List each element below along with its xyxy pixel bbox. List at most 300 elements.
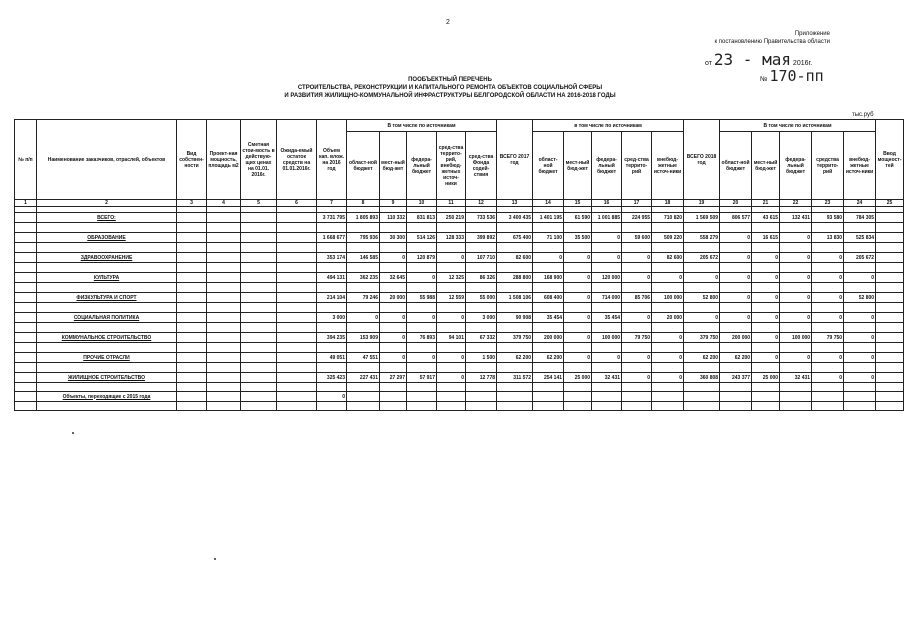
empty-cell — [844, 323, 876, 333]
empty-cell — [380, 303, 407, 313]
empty-cell — [780, 243, 812, 253]
value-cell: 107 710 — [466, 253, 497, 263]
column-number: 16 — [592, 200, 622, 207]
value-cell: 0 — [437, 313, 466, 323]
value-cell — [622, 392, 652, 402]
title-line-2: СТРОИТЕЛЬСТВА, РЕКОНСТРУКЦИИ И КАПИТАЛЬНОГО РЕМОНТА ОБЪЕКТОВ СОЦИАЛЬНОЙ СФЕРЫ — [297, 85, 603, 91]
empty-cell — [844, 243, 876, 253]
empty-cell — [207, 273, 241, 283]
empty-cell — [437, 223, 466, 233]
empty-cell — [466, 343, 497, 353]
row-number-cell — [15, 253, 37, 263]
value-cell: 55 000 — [466, 293, 497, 303]
value-cell — [876, 353, 904, 363]
empty-cell — [317, 263, 347, 273]
header-volume-2016: Объем кап. влож. на 2016 год — [317, 120, 347, 200]
empty-cell — [277, 392, 317, 402]
empty-cell — [752, 343, 780, 353]
empty-cell — [622, 303, 652, 313]
value-cell: 13 830 — [812, 233, 844, 243]
value-cell: 0 — [720, 313, 752, 323]
row-label: СОЦИАЛЬНАЯ ПОЛИТИКА — [37, 313, 177, 323]
value-cell: 394 235 — [317, 333, 347, 343]
value-cell: 0 — [752, 333, 780, 343]
value-cell: 0 — [437, 373, 466, 383]
row-label: КУЛЬТУРА — [37, 273, 177, 283]
empty-cell — [652, 323, 684, 333]
value-cell: 0 — [812, 353, 844, 363]
value-cell: 132 431 — [780, 213, 812, 223]
empty-cell — [564, 402, 592, 411]
value-cell: 0 — [380, 313, 407, 323]
value-cell: 0 — [380, 253, 407, 263]
value-cell: 379 750 — [497, 333, 533, 343]
empty-cell — [177, 313, 207, 323]
value-cell: 795 936 — [347, 233, 380, 243]
value-cell: 710 820 — [652, 213, 684, 223]
empty-cell — [347, 303, 380, 313]
empty-cell — [812, 243, 844, 253]
empty-cell — [347, 363, 380, 373]
empty-cell — [876, 343, 904, 353]
column-number: 20 — [720, 200, 752, 207]
row-label: Объекты, переходящие с 2015 года — [37, 392, 177, 402]
empty-cell — [241, 213, 277, 223]
empty-cell — [207, 323, 241, 333]
value-cell: 100 000 — [652, 293, 684, 303]
value-cell: 0 — [592, 233, 622, 243]
value-cell — [876, 213, 904, 223]
empty-cell — [720, 303, 752, 313]
table-row — [15, 213, 904, 223]
empty-cell — [466, 243, 497, 253]
value-cell: 227 431 — [347, 373, 380, 383]
value-cell: 0 — [844, 333, 876, 343]
empty-cell — [780, 223, 812, 233]
value-cell: 35 454 — [533, 313, 564, 323]
empty-cell — [241, 373, 277, 383]
empty-cell — [207, 402, 241, 411]
empty-cell — [592, 323, 622, 333]
value-cell: 0 — [652, 333, 684, 343]
empty-cell — [277, 323, 317, 333]
empty-cell — [752, 263, 780, 273]
empty-cell — [241, 333, 277, 343]
value-cell: 243 377 — [720, 373, 752, 383]
empty-cell — [380, 343, 407, 353]
value-cell — [497, 392, 533, 402]
value-cell: 12 559 — [437, 293, 466, 303]
value-cell: 0 — [720, 233, 752, 243]
empty-cell — [177, 303, 207, 313]
value-cell — [407, 392, 437, 402]
empty-cell — [564, 323, 592, 333]
value-cell: 0 — [812, 253, 844, 263]
value-cell: 3 731 795 — [317, 213, 347, 223]
empty-cell — [564, 263, 592, 273]
empty-cell — [622, 343, 652, 353]
empty-cell — [780, 343, 812, 353]
empty-cell — [207, 343, 241, 353]
empty-cell — [317, 243, 347, 253]
empty-cell — [37, 223, 177, 233]
empty-cell — [177, 243, 207, 253]
empty-cell — [207, 363, 241, 373]
empty-cell — [564, 283, 592, 293]
empty-cell — [347, 283, 380, 293]
empty-cell — [564, 223, 592, 233]
row-number-cell — [15, 213, 37, 223]
empty-cell — [592, 223, 622, 233]
value-cell: 0 — [684, 273, 720, 283]
empty-cell — [407, 383, 437, 392]
spacer-row — [15, 323, 904, 333]
empty-cell — [380, 402, 407, 411]
empty-cell — [177, 402, 207, 411]
empty-cell — [437, 402, 466, 411]
value-cell — [684, 392, 720, 402]
empty-cell — [564, 343, 592, 353]
value-cell: 52 800 — [684, 293, 720, 303]
date-prefix: от — [705, 60, 712, 67]
column-number: 9 — [380, 200, 407, 207]
empty-cell — [844, 383, 876, 392]
document-title — [240, 76, 660, 100]
value-cell: 0 — [380, 333, 407, 343]
empty-cell — [466, 383, 497, 392]
value-cell — [752, 392, 780, 402]
row-number-cell — [15, 313, 37, 323]
value-cell: 86 326 — [466, 273, 497, 283]
value-cell: 1 500 — [466, 353, 497, 363]
value-cell: 0 — [780, 273, 812, 283]
value-cell: 146 585 — [347, 253, 380, 263]
empty-cell — [380, 383, 407, 392]
value-cell: 311 572 — [497, 373, 533, 383]
empty-cell — [592, 283, 622, 293]
header-sub-2018: средства террито-рий — [812, 132, 844, 200]
objects-table — [14, 119, 904, 411]
empty-cell — [844, 303, 876, 313]
row-number-cell — [15, 353, 37, 363]
empty-cell — [876, 383, 904, 392]
empty-cell — [207, 263, 241, 273]
value-cell — [592, 392, 622, 402]
empty-cell — [15, 383, 37, 392]
header-commissioning: Ввод мощност-тей — [876, 120, 904, 200]
empty-cell — [622, 383, 652, 392]
empty-cell — [497, 343, 533, 353]
value-cell: 558 279 — [684, 233, 720, 243]
empty-cell — [592, 243, 622, 253]
empty-cell — [15, 303, 37, 313]
row-number-cell — [15, 233, 37, 243]
value-cell — [876, 233, 904, 243]
empty-cell — [207, 333, 241, 343]
empty-cell — [207, 373, 241, 383]
value-cell: 12 778 — [466, 373, 497, 383]
empty-cell — [37, 243, 177, 253]
value-cell: 288 800 — [497, 273, 533, 283]
empty-cell — [876, 402, 904, 411]
value-cell — [437, 392, 466, 402]
value-cell: 608 400 — [533, 293, 564, 303]
value-cell: 82 600 — [652, 253, 684, 263]
value-cell: 76 893 — [407, 333, 437, 343]
empty-cell — [277, 303, 317, 313]
empty-cell — [812, 402, 844, 411]
column-number: 22 — [780, 200, 812, 207]
empty-cell — [497, 383, 533, 392]
table-row — [15, 253, 904, 263]
column-number: 23 — [812, 200, 844, 207]
value-cell: 79 750 — [812, 333, 844, 343]
column-number: 12 — [466, 200, 497, 207]
column-number: 7 — [317, 200, 347, 207]
empty-cell — [780, 303, 812, 313]
column-number: 11 — [437, 200, 466, 207]
empty-cell — [277, 343, 317, 353]
empty-cell — [241, 392, 277, 402]
value-cell: 62 200 — [497, 353, 533, 363]
empty-cell — [317, 383, 347, 392]
empty-cell — [277, 363, 317, 373]
value-cell: 0 — [652, 273, 684, 283]
value-cell: 1 668 677 — [317, 233, 347, 243]
value-cell: 3 000 — [317, 313, 347, 323]
column-number: 5 — [241, 200, 277, 207]
empty-cell — [622, 263, 652, 273]
value-cell: 0 — [533, 253, 564, 263]
empty-cell — [241, 223, 277, 233]
empty-cell — [437, 363, 466, 373]
empty-cell — [241, 353, 277, 363]
empty-cell — [720, 363, 752, 373]
empty-cell — [533, 343, 564, 353]
empty-cell — [277, 283, 317, 293]
value-cell: 0 — [812, 373, 844, 383]
empty-cell — [592, 363, 622, 373]
empty-cell — [407, 263, 437, 273]
empty-cell — [812, 343, 844, 353]
empty-cell — [15, 263, 37, 273]
spacer-row — [15, 363, 904, 373]
empty-cell — [241, 303, 277, 313]
value-cell: 514 126 — [407, 233, 437, 243]
empty-cell — [752, 243, 780, 253]
value-cell: 0 — [684, 313, 720, 323]
value-cell: 1 401 195 — [533, 213, 564, 223]
empty-cell — [37, 283, 177, 293]
table-row — [15, 392, 904, 402]
value-cell — [533, 392, 564, 402]
table-row — [15, 313, 904, 323]
empty-cell — [752, 303, 780, 313]
empty-cell — [15, 223, 37, 233]
value-cell: 120 879 — [407, 253, 437, 263]
empty-cell — [207, 223, 241, 233]
empty-cell — [844, 223, 876, 233]
value-cell: 30 300 — [380, 233, 407, 243]
empty-cell — [207, 283, 241, 293]
empty-cell — [277, 233, 317, 243]
empty-cell — [177, 363, 207, 373]
value-cell: 0 — [844, 353, 876, 363]
empty-cell — [684, 383, 720, 392]
empty-cell — [317, 303, 347, 313]
empty-cell — [780, 383, 812, 392]
empty-cell — [437, 283, 466, 293]
row-label: ЖИЛИЩНОЕ СТРОИТЕЛЬСТВО — [37, 373, 177, 383]
empty-cell — [466, 402, 497, 411]
header-sub-2018: област-ной бюджет — [720, 132, 752, 200]
empty-cell — [684, 243, 720, 253]
empty-cell — [177, 263, 207, 273]
header-sub-2017: внебюд-жетные источ-ники — [652, 132, 684, 200]
empty-cell — [720, 243, 752, 253]
empty-cell — [812, 383, 844, 392]
empty-cell — [564, 363, 592, 373]
empty-cell — [277, 333, 317, 343]
empty-cell — [207, 303, 241, 313]
value-cell: 1 508 106 — [497, 293, 533, 303]
empty-cell — [15, 343, 37, 353]
column-number: 18 — [652, 200, 684, 207]
value-cell: 784 305 — [844, 213, 876, 223]
spacer-row — [15, 303, 904, 313]
empty-cell — [844, 263, 876, 273]
value-cell: 57 917 — [407, 373, 437, 383]
empty-cell — [592, 263, 622, 273]
title-line-3: И РАЗВИТИЯ ЖИЛИЩНО-КОММУНАЛЬНОЙ ИНФРАСТРУКТУРЫ БЕЛГОРОДСКОЙ ОБЛАСТИ НА 2016-2018 ГОДЫ — [284, 93, 616, 99]
header-sub-2016: сред-ства террито-рий, внебюд-жетных источ-ники — [437, 132, 466, 200]
empty-cell — [277, 263, 317, 273]
value-cell: 49 051 — [317, 353, 347, 363]
empty-cell — [207, 243, 241, 253]
value-cell: 32 645 — [380, 273, 407, 283]
value-cell: 494 131 — [317, 273, 347, 283]
header-sub-2017: сред-ства террито-рий — [622, 132, 652, 200]
spacer-row — [15, 383, 904, 392]
empty-cell — [564, 303, 592, 313]
empty-cell — [277, 253, 317, 263]
row-label: ВСЕГО: — [37, 213, 177, 223]
empty-cell — [652, 363, 684, 373]
empty-cell — [177, 353, 207, 363]
empty-cell — [407, 343, 437, 353]
value-cell: 79 750 — [622, 333, 652, 343]
empty-cell — [241, 402, 277, 411]
value-cell: 61 590 — [564, 213, 592, 223]
table-row — [15, 293, 904, 303]
empty-cell — [533, 363, 564, 373]
empty-cell — [497, 223, 533, 233]
header-type: Вид собствен-ности — [177, 120, 207, 200]
row-label: ЗДРАВООХРАНЕНИЕ — [37, 253, 177, 263]
empty-cell — [347, 402, 380, 411]
value-cell: 55 988 — [407, 293, 437, 303]
empty-cell — [752, 323, 780, 333]
empty-cell — [317, 343, 347, 353]
empty-cell — [37, 343, 177, 353]
value-cell: 90 908 — [497, 313, 533, 323]
empty-cell — [684, 363, 720, 373]
empty-cell — [177, 343, 207, 353]
empty-cell — [317, 283, 347, 293]
empty-cell — [876, 363, 904, 373]
value-cell: 0 — [780, 233, 812, 243]
column-number: 24 — [844, 200, 876, 207]
empty-cell — [177, 233, 207, 243]
empty-cell — [177, 223, 207, 233]
empty-cell — [347, 223, 380, 233]
empty-cell — [437, 303, 466, 313]
value-cell: 0 — [720, 253, 752, 263]
empty-cell — [652, 283, 684, 293]
table-row — [15, 273, 904, 283]
empty-cell — [466, 283, 497, 293]
empty-cell — [684, 303, 720, 313]
empty-cell — [380, 223, 407, 233]
empty-cell — [652, 383, 684, 392]
row-number-cell — [15, 373, 37, 383]
value-cell: 214 104 — [317, 293, 347, 303]
value-cell: 25 000 — [752, 373, 780, 383]
empty-cell — [844, 402, 876, 411]
empty-cell — [876, 263, 904, 273]
value-cell — [844, 392, 876, 402]
column-number: 15 — [564, 200, 592, 207]
empty-cell — [277, 213, 317, 223]
empty-cell — [780, 283, 812, 293]
header-sources-2016: В том числе по источникам — [347, 120, 497, 132]
value-cell: 62 200 — [684, 353, 720, 363]
column-number: 1 — [15, 200, 37, 207]
value-cell: 0 — [844, 313, 876, 323]
table-row — [15, 373, 904, 383]
value-cell: 0 — [844, 273, 876, 283]
empty-cell — [380, 263, 407, 273]
header-sub-2016: мест-ный бюд-жет — [380, 132, 407, 200]
empty-cell — [652, 243, 684, 253]
header-sources-2018: В том числе по источникам — [720, 120, 876, 132]
empty-cell — [241, 253, 277, 263]
value-cell: 20 000 — [652, 313, 684, 323]
value-cell — [876, 253, 904, 263]
value-cell: 0 — [592, 253, 622, 263]
value-cell: 0 — [407, 353, 437, 363]
empty-cell — [347, 263, 380, 273]
empty-cell — [277, 223, 317, 233]
value-cell: 362 235 — [347, 273, 380, 283]
empty-cell — [812, 263, 844, 273]
empty-cell — [497, 243, 533, 253]
value-cell: 120 000 — [592, 273, 622, 283]
empty-cell — [780, 363, 812, 373]
appendix-block — [650, 30, 830, 46]
empty-cell — [812, 303, 844, 313]
value-cell: 399 892 — [466, 233, 497, 243]
header-total-2018: ВСЕГО 2018 год — [684, 120, 720, 200]
value-cell: 0 — [812, 313, 844, 323]
empty-cell — [15, 402, 37, 411]
empty-cell — [720, 402, 752, 411]
value-cell: 12 325 — [437, 273, 466, 283]
empty-cell — [241, 293, 277, 303]
empty-cell — [177, 373, 207, 383]
empty-cell — [277, 313, 317, 323]
empty-cell — [592, 383, 622, 392]
